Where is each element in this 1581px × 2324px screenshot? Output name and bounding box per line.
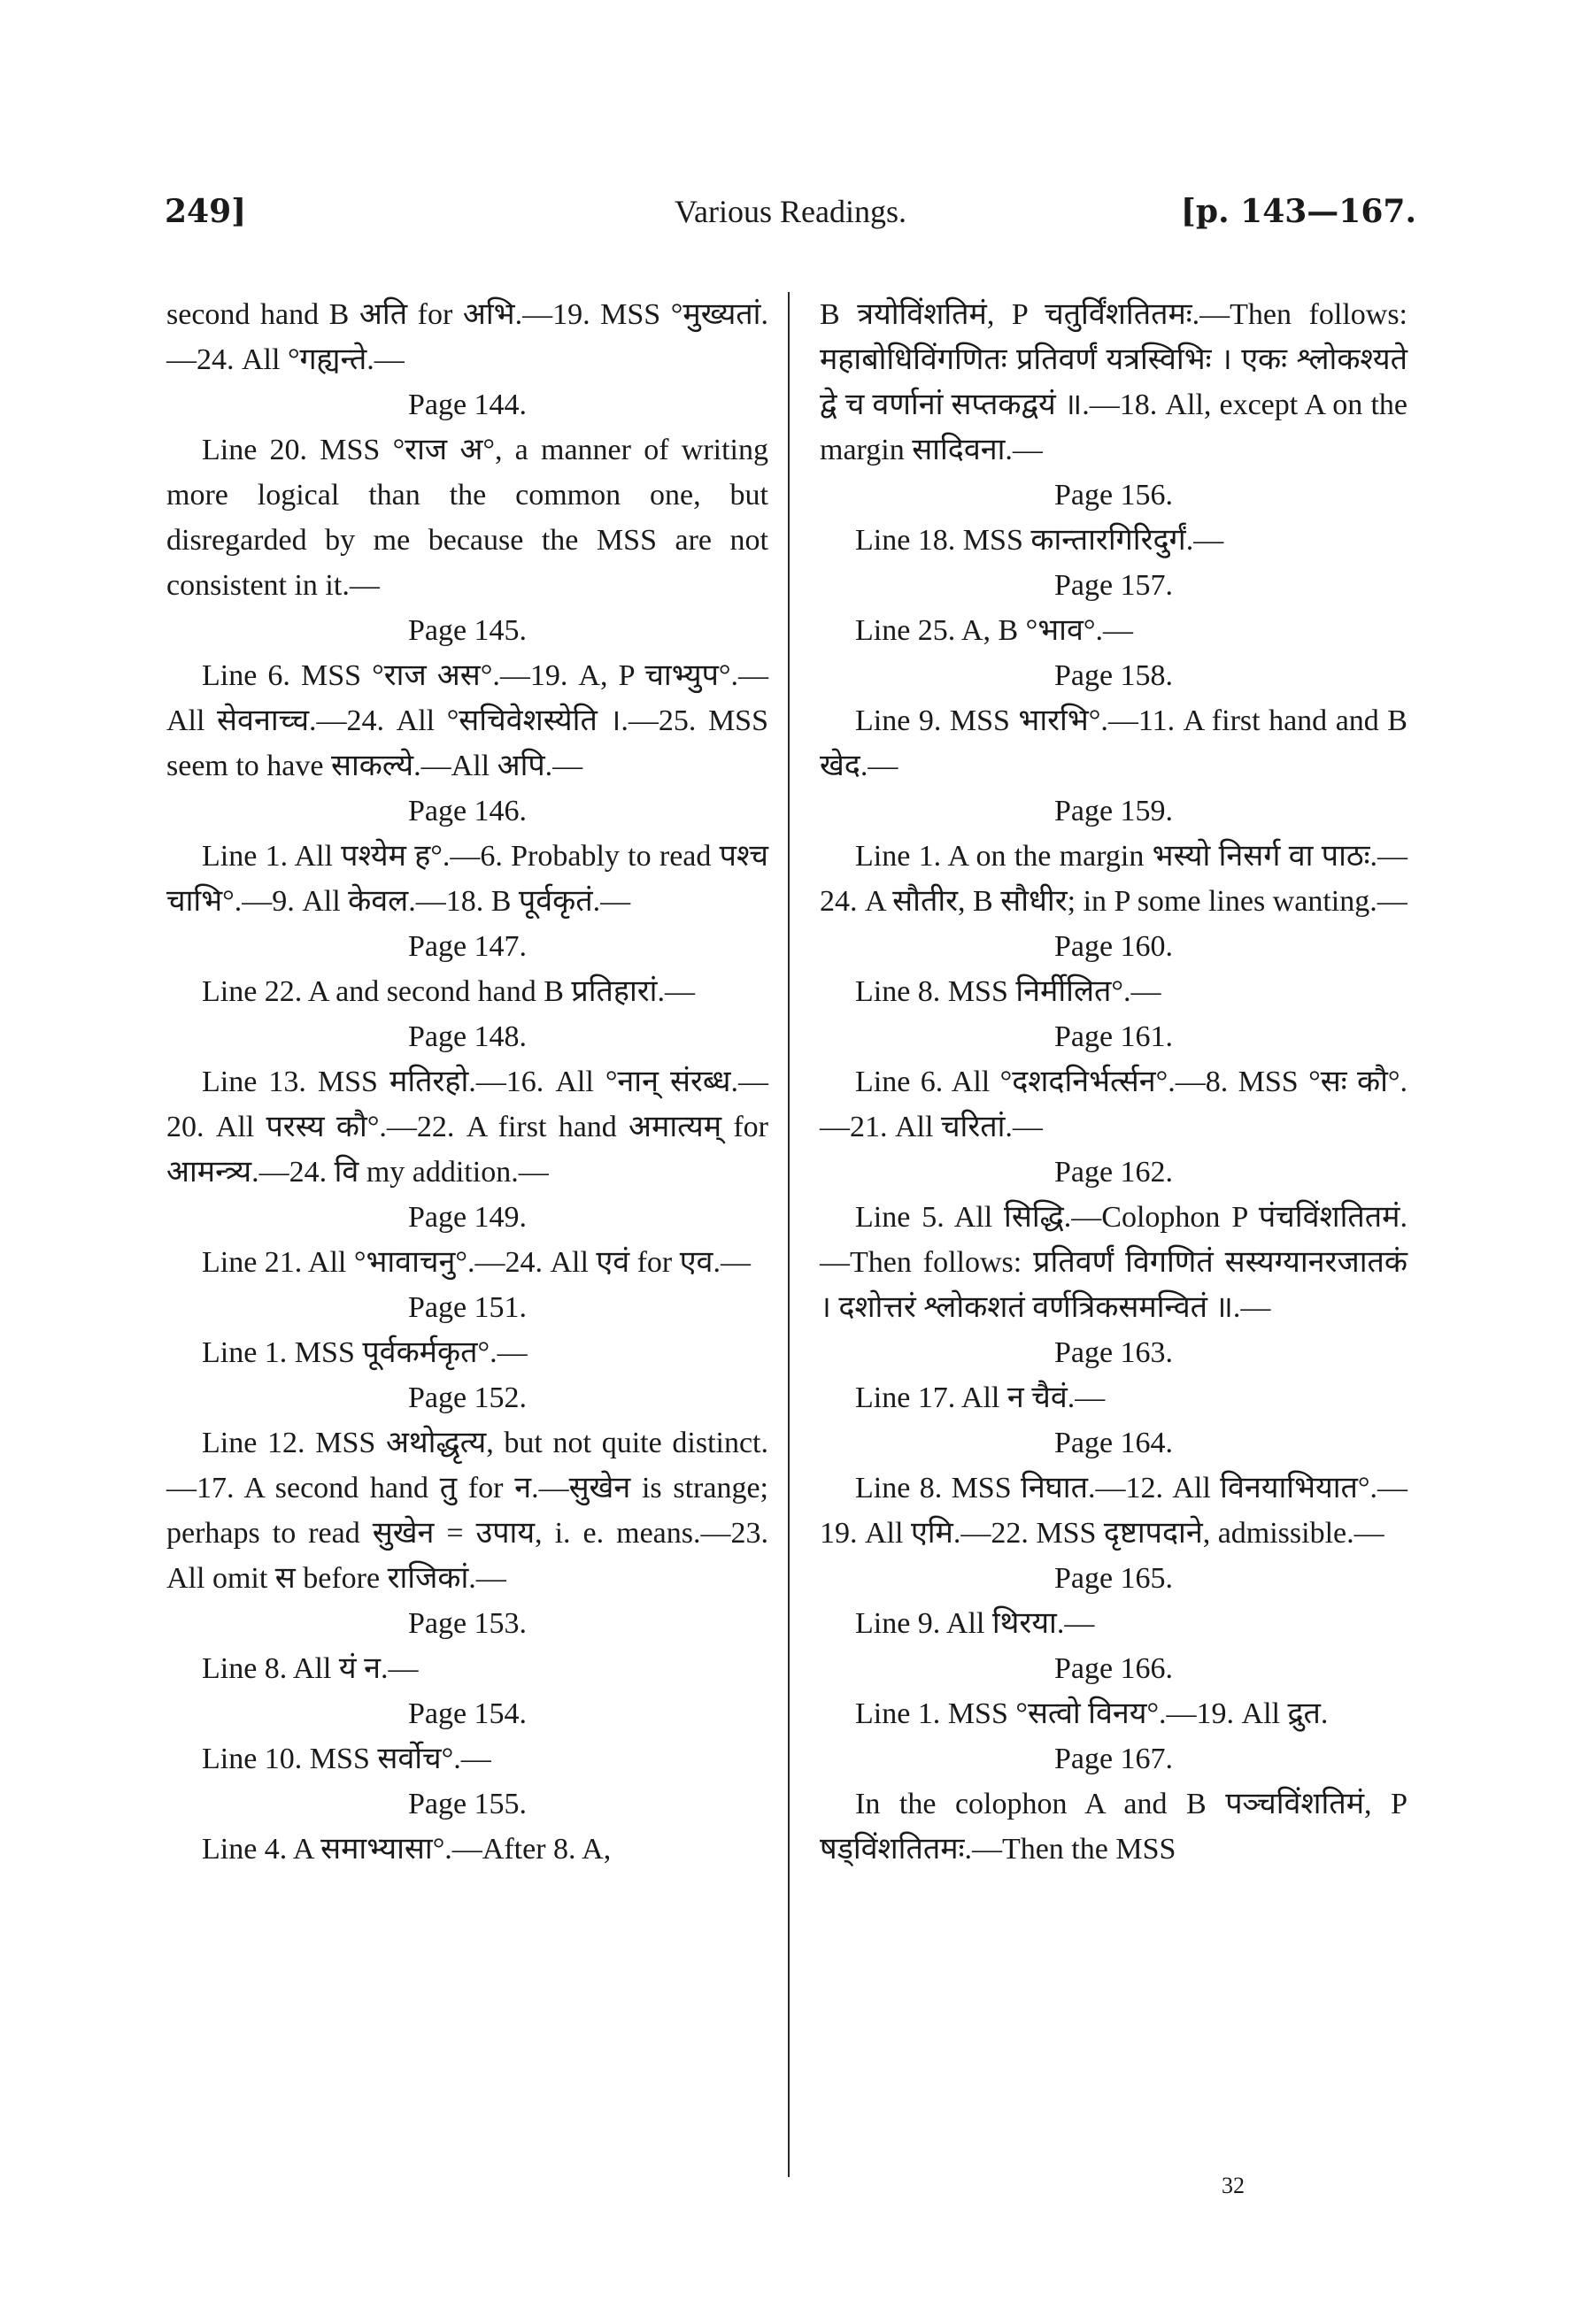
- reading-entry: Line 22. A and second hand B प्रतिहारां.—: [202, 975, 695, 1008]
- page-heading: Page 145.: [407, 614, 528, 647]
- reading-entry: Line 1. MSS °सत्वो विनय°.—19. All द्रुत.: [855, 1697, 1329, 1730]
- page-heading: Page 149.: [407, 1201, 528, 1234]
- page-heading: Page 152.: [407, 1381, 528, 1414]
- page-heading: Page 167.: [1053, 1743, 1174, 1775]
- reading-entry: B त्रयोविंशतिमं, P चतुर्विंशतितमः.—Then follows: महाबोधिविंगणितः प्रतिवर्णं यत्रस्विभिः । एकः श्लोकश्यते द्वे च वर्णानां सप्तकद्वयं ॥.—18. All, except A on the margin सादिवना.—: [820, 298, 1407, 466]
- reading-entry: Line 9. All थिरया.—: [855, 1607, 1095, 1640]
- page-heading: Page 158.: [1053, 659, 1174, 692]
- page-heading: Page 163.: [1053, 1336, 1174, 1369]
- page-heading: Page 147.: [407, 930, 528, 963]
- page-heading: Page 146.: [407, 795, 528, 827]
- signature-mark: 32: [1222, 2173, 1245, 2198]
- reading-entry: second hand B अति for अभि.—19. MSS °मुख्यतां.—24. All °गह्यन्ते.—: [166, 298, 768, 376]
- page-heading: Page 160.: [1053, 930, 1174, 963]
- reading-entry: Line 25. A, B °भाव°.—: [855, 614, 1133, 647]
- reading-entry: Line 6. All °दशदनिर्भर्त्सन°.—8. MSS °सः कौ°.—21. All चरितां.—: [820, 1066, 1407, 1143]
- page-heading: Page 156.: [1053, 479, 1174, 512]
- right-column: [820, 292, 1407, 1872]
- reading-entry: Line 13. MSS मतिरहो.—16. All °नान् संरब्ध.—20. All परस्य कौ°.—22. A first hand अमात्यम् for आमन्त्र्य.—24. वि my addition.—: [166, 1066, 768, 1189]
- reading-entry: In the colophon A and B पञ्चविंशतिमं, P षड्विंशतितमः.—Then the MSS: [820, 1788, 1407, 1866]
- running-title: Various Readings.: [675, 194, 906, 229]
- left-column: [166, 292, 768, 1872]
- reading-entry: Line 5. All सिद्धि.—Colophon P पंचविंशतितमं.—Then follows: प्रतिवर्णं विगणितं सस्यग्यानरजातकं । दशोत्तरं श्लोकशतं वर्णत्रिकसमन्वितं ॥.—: [820, 1201, 1407, 1324]
- page-heading: Page 165.: [1053, 1562, 1174, 1595]
- page-heading: Page 162.: [1053, 1156, 1174, 1189]
- reading-entry: Line 10. MSS सर्वोच°.—: [202, 1743, 491, 1775]
- reading-entry: Line 18. MSS कान्तारगिरिदुर्गं.—: [855, 524, 1224, 557]
- reading-entry: Line 8. MSS निघात.—12. All विनयाभियात°.—19. All एमि.—22. MSS दृष्टापदाने, admissible.—: [820, 1472, 1407, 1550]
- reading-entry: Line 6. MSS °राज अस°.—19. A, P चाभ्युप°.—All सेवनाच्च.—24. All °सचिवेशस्येति ।.—25. MSS seem to have साकल्ये.—All अपि.—: [166, 659, 768, 782]
- page-heading: Page 144.: [407, 389, 528, 421]
- column-rule: [788, 292, 790, 2177]
- reading-entry: Line 20. MSS °राज अ°, a manner of writing more logical than the common one, but disregarded by me because the MSS are not consistent in it.—: [166, 434, 768, 602]
- reading-entry: Line 21. All °भावाचनु°.—24. All एवं for एव.—: [202, 1246, 751, 1279]
- reading-entry: Line 1. MSS पूर्वकर्मकृत°.—: [202, 1336, 528, 1369]
- reading-entry: Line 8. All यं न.—: [202, 1652, 419, 1685]
- page-heading: Page 164.: [1053, 1427, 1174, 1459]
- reading-entry: Line 12. MSS अथोद्धृत्य, but not quite distinct.—17. A second hand तु for न.—सुखेन is strange; perhaps to read सुखेन = उपाय, i. e. means.—23. All omit स before राजिकां.—: [166, 1427, 768, 1595]
- page-heading: Page 148.: [407, 1020, 528, 1053]
- page-number: 249]: [165, 193, 247, 230]
- page-heading: Page 159.: [1053, 795, 1174, 827]
- reading-entry: Line 8. MSS निर्मीलित°.—: [855, 975, 1161, 1008]
- page-heading: Page 154.: [407, 1697, 528, 1730]
- reading-entry: Line 1. All पश्येम ह°.—6. Probably to read पश्च चाभि°.—9. All केवल.—18. B पूर्वकृतं.—: [166, 840, 768, 918]
- reading-entry: Line 17. All न चैवं.—: [855, 1381, 1106, 1414]
- page-range: [p. 143—167.: [1180, 193, 1416, 230]
- reading-entry: Line 1. A on the margin भस्यो निसर्ग वा पाठः.—24. A सौतीर, B सौधीर; in P some lines wanting.—: [820, 840, 1407, 918]
- page-heading: Page 166.: [1053, 1652, 1174, 1685]
- reading-entry: Line 4. A समाभ्यासा°.—After 8. A,: [202, 1833, 612, 1866]
- page-heading: Page 161.: [1053, 1020, 1174, 1053]
- page-heading: Page 151.: [407, 1291, 528, 1324]
- page-heading: Page 157.: [1053, 569, 1174, 602]
- reading-entry: Line 9. MSS भारभि°.—11. A first hand and B खेद.—: [820, 704, 1407, 782]
- page-heading: Page 155.: [407, 1788, 528, 1820]
- page-heading: Page 153.: [407, 1607, 528, 1640]
